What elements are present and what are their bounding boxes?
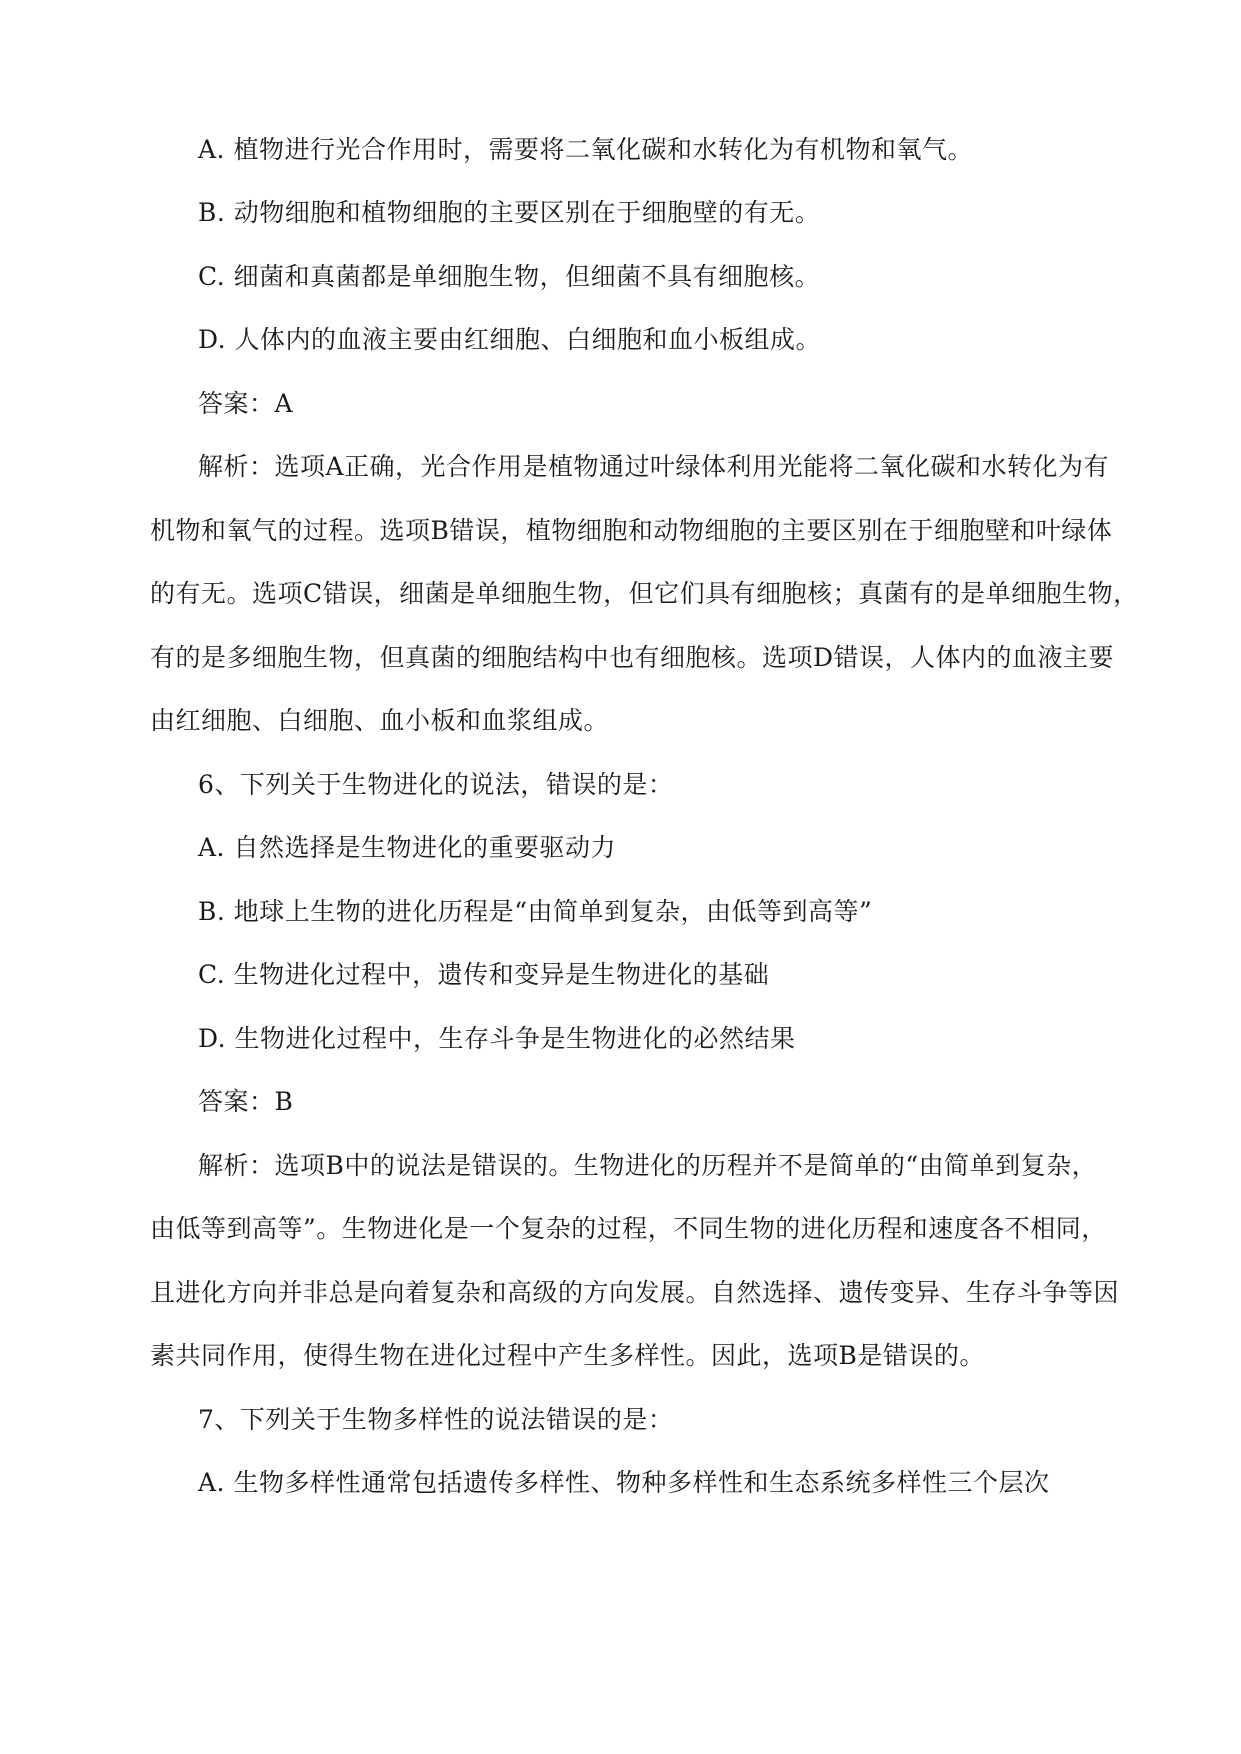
q5-analysis-line: 机物和氧气的过程。选项B错误，植物细胞和动物细胞的主要区别在于细胞壁和叶绿体 — [150, 516, 1113, 545]
q5-answer: 答案：A — [198, 389, 294, 418]
q6-option-a: A. 自然选择是生物进化的重要驱动力 — [198, 833, 616, 862]
q7-option-a: A. 生物多样性通常包括遗传多样性、物种多样性和生态系统多样性三个层次 — [198, 1468, 1050, 1497]
q5-option-c: C. 细菌和真菌都是单细胞生物，但细菌不具有细胞核。 — [198, 262, 821, 291]
q5-option-b: B. 动物细胞和植物细胞的主要区别在于细胞壁的有无。 — [198, 198, 821, 227]
q6-analysis-line: 由低等到高等”。生物进化是一个复杂的过程，不同生物的进化历程和速度各不相同， — [150, 1214, 1107, 1243]
q6-option-d: D. 生物进化过程中，生存斗争是生物进化的必然结果 — [198, 1024, 796, 1053]
q6-option-b: B. 地球上生物的进化历程是“由简单到复杂，由低等到高等” — [198, 897, 873, 926]
q5-option-a: A. 植物进行光合作用时，需要将二氧化碳和水转化为有机物和氧气。 — [198, 135, 973, 164]
q6-option-c: C. 生物进化过程中，遗传和变异是生物进化的基础 — [198, 960, 770, 989]
q6-question: 6、下列关于生物进化的说法，错误的是： — [198, 770, 674, 799]
q5-analysis-line: 的有无。选项C错误，细菌是单细胞生物，但它们具有细胞核；真菌有的是单细胞生物， — [150, 579, 1139, 608]
q6-analysis-line: 且进化方向并非总是向着复杂和高级的方向发展。自然选择、遗传变异、生存斗争等因 — [150, 1278, 1120, 1307]
q5-analysis-line: 有的是多细胞生物，但真菌的细胞结构中也有细胞核。选项D错误，人体内的血液主要 — [150, 643, 1115, 672]
q6-analysis-line: 解析：选项B中的说法是错误的。生物进化的历程并不是简单的“由简单到复杂， — [198, 1151, 1098, 1180]
q5-option-d: D. 人体内的血液主要由红细胞、白细胞和血小板组成。 — [198, 325, 822, 354]
q5-analysis-line: 解析：选项A正确，光合作用是植物通过叶绿体利用光能将二氧化碳和水转化为有 — [198, 452, 1110, 481]
q5-analysis-line: 由红细胞、白细胞、血小板和血浆组成。 — [150, 706, 610, 735]
q6-analysis-line: 素共同作用，使得生物在进化过程中产生多样性。因此，选项B是错误的。 — [150, 1341, 985, 1370]
q7-question: 7、下列关于生物多样性的说法错误的是： — [198, 1405, 674, 1434]
q6-answer: 答案：B — [198, 1087, 294, 1116]
